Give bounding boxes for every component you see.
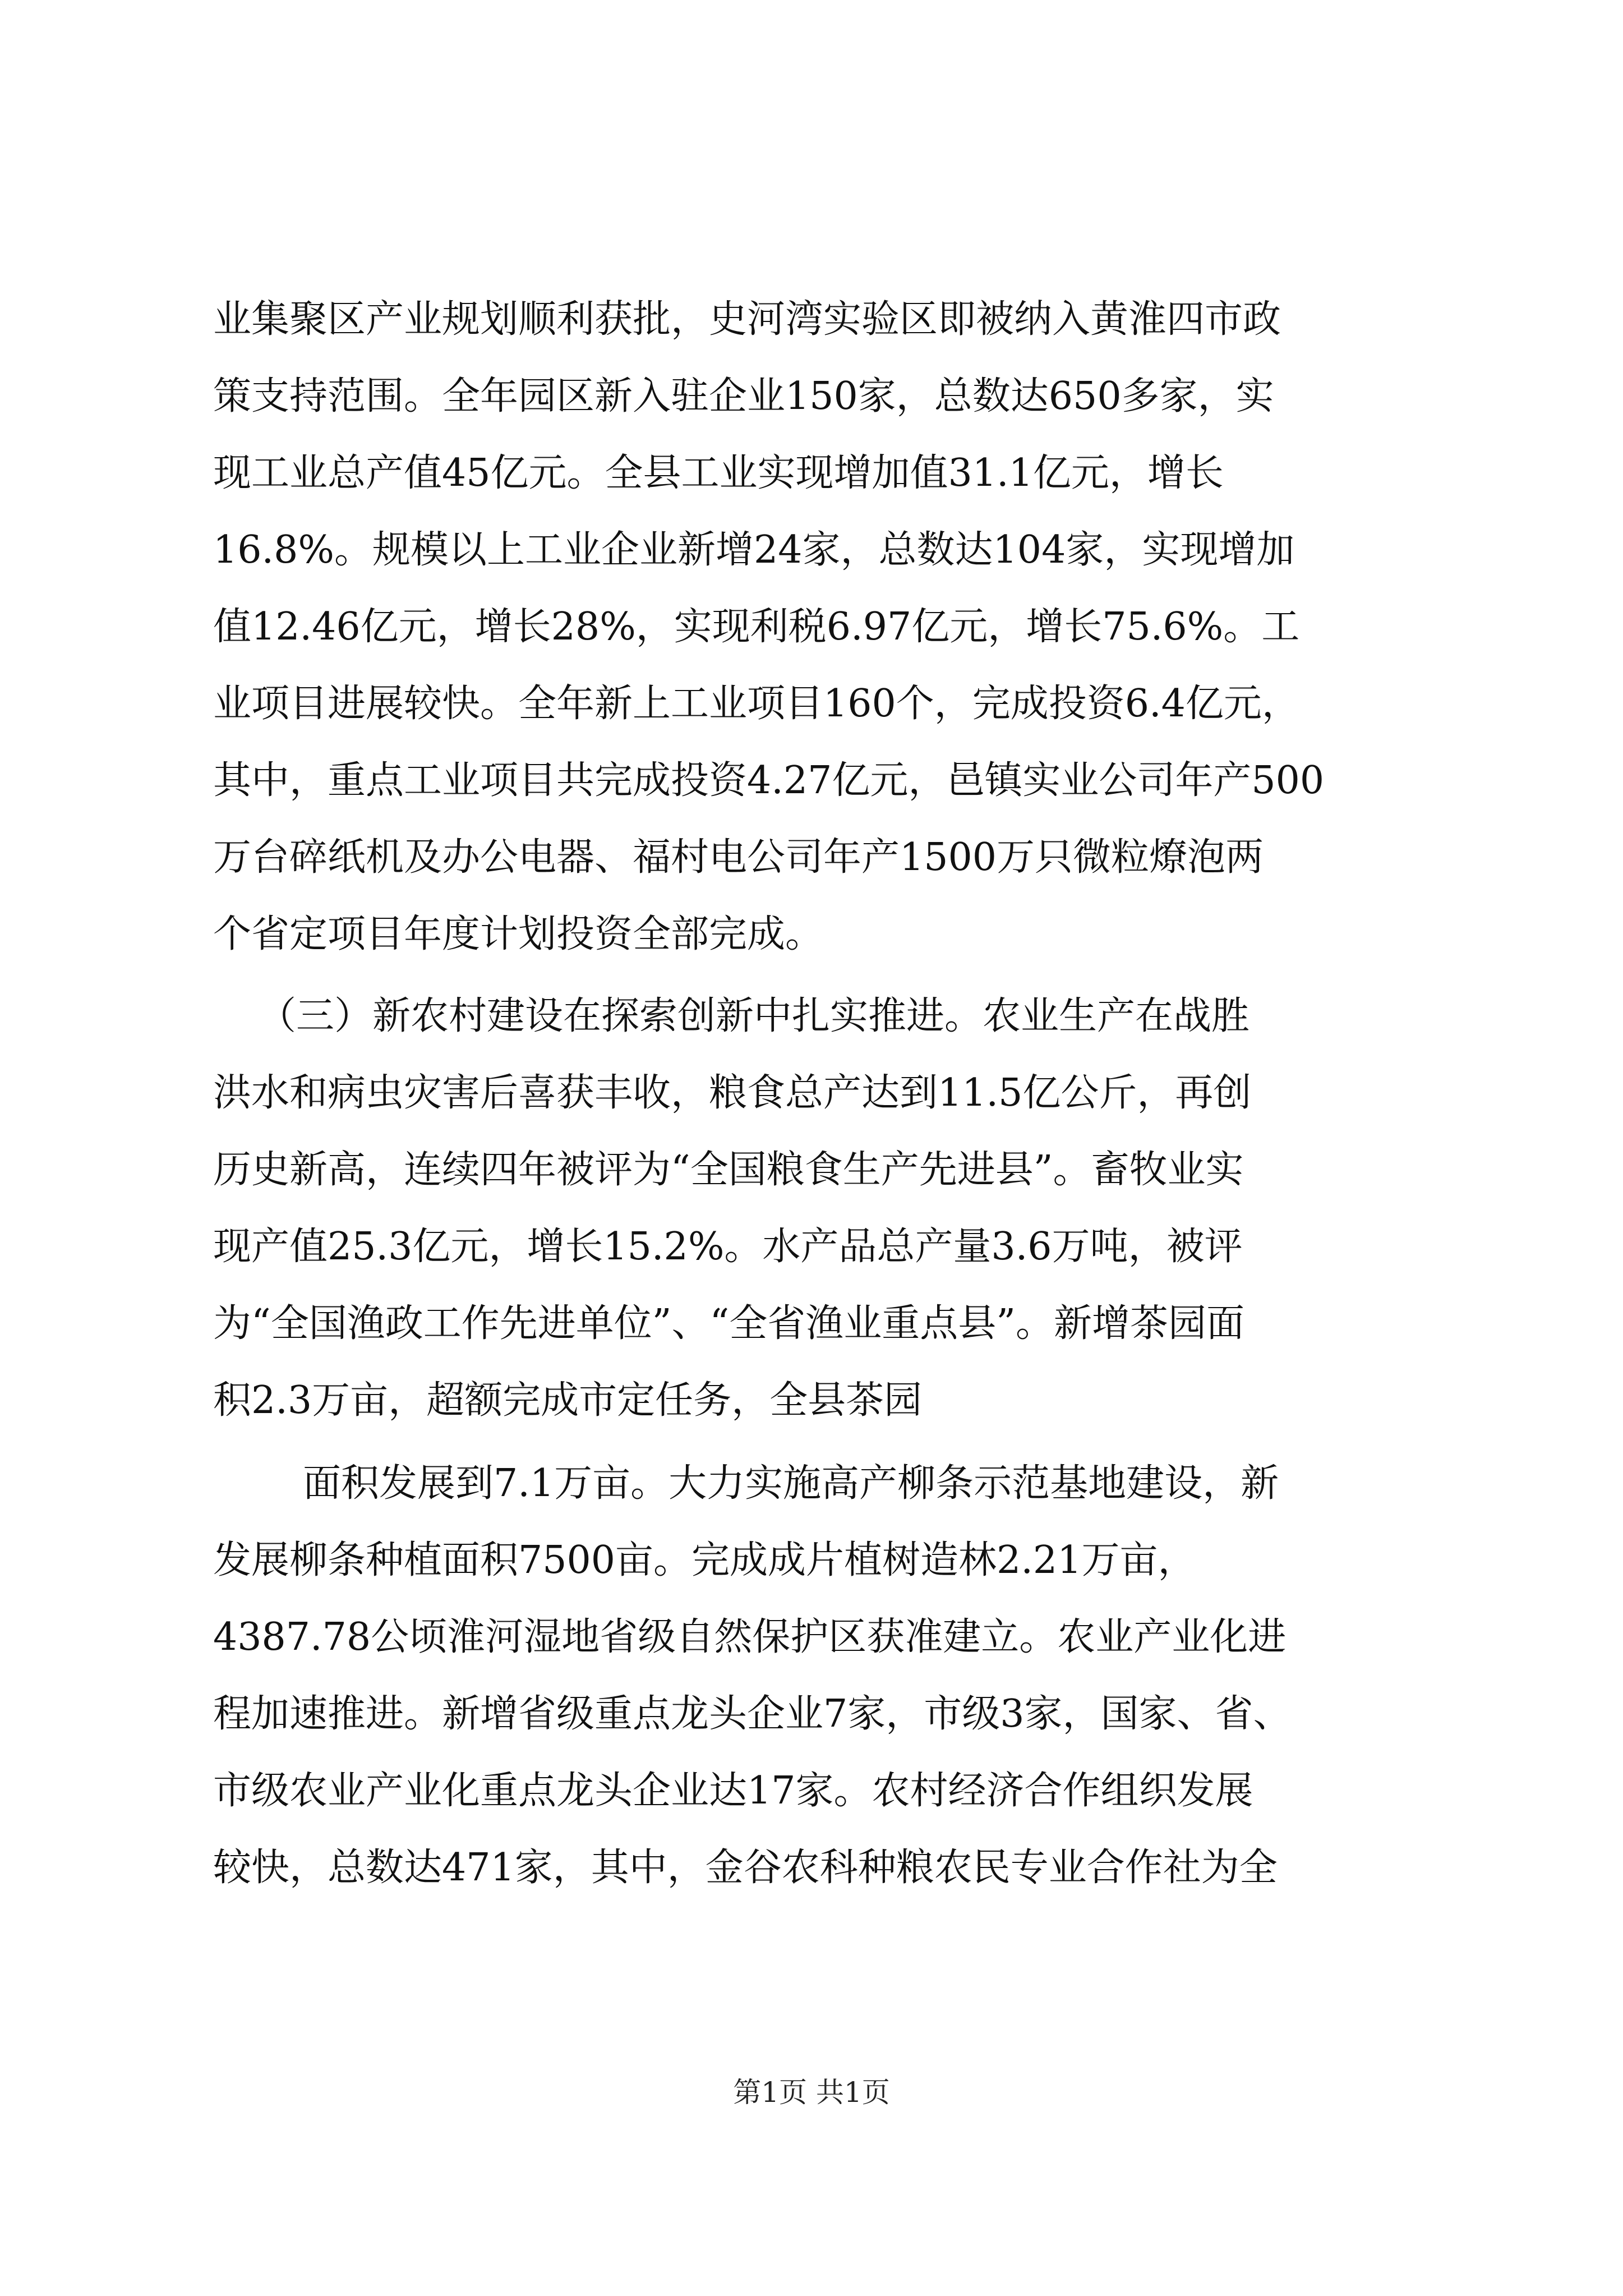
text-line: 16.8%。规模以上工业企业新增24家，总数达104家，实现增加 xyxy=(213,528,1295,572)
text-line: 历史新高，连续四年被评为“全国粮食生产先进县”。畜牧业实 xyxy=(213,1148,1244,1192)
text-line: 市级农业产业化重点龙头企业达17家。农村经济合作组织发展 xyxy=(213,1769,1253,1813)
text-line: 个省定项目年度计划投资全部完成。 xyxy=(213,912,824,956)
text-line: 为“全国渔政工作先进单位”、“全省渔业重点县”。新增茶园面 xyxy=(213,1301,1245,1346)
text-line: 面积发展到7.1万亩。大力实施高产柳条示范基地建设，新 xyxy=(303,1461,1279,1506)
text-line: 较快，总数达471家，其中，金谷农科种粮农民专业合作社为全 xyxy=(213,1846,1278,1890)
text-line: 洪水和病虫灾害后喜获丰收，粮食总产达到11.5亿公斤，再创 xyxy=(213,1071,1252,1115)
text-line: 发展柳条种植面积7500亩。完成成片植树造林2.21万亩， xyxy=(213,1538,1196,1582)
text-line: 4387.78公顷淮河湿地省级自然保护区获准建立。农业产业化进 xyxy=(213,1615,1287,1659)
text-line: 积2.3万亩，超额完成市定任务，全县茶园 xyxy=(213,1378,923,1423)
text-line: 现工业总产值45亿元。全县工业实现增加值31.1亿元，增长 xyxy=(213,451,1224,495)
text-line: 业项目进展较快。全年新上工业项目160个，完成投资6.4亿元， xyxy=(213,682,1300,726)
text-line: 万台碎纸机及办公电器、福村电公司年产1500万只微粒燎泡两 xyxy=(213,835,1264,880)
text-line: 现产值25.3亿元，增长15.2%。水产品总产量3.6万吨，被评 xyxy=(213,1225,1243,1269)
text-line: 值12.46亿元，增长28%，实现利税6.97亿元，增长75.6%。工 xyxy=(213,605,1300,649)
text-line: 其中，重点工业项目共完成投资4.27亿元，邑镇实业公司年产500 xyxy=(213,758,1325,803)
text-line: 业集聚区产业规划顺利获批，史河湾实验区即被纳入黄淮四市政 xyxy=(213,297,1281,342)
page-footer: 第1页 共1页 xyxy=(733,2076,890,2109)
text-line: 程加速推进。新增省级重点龙头企业7家，市级3家，国家、省、 xyxy=(213,1692,1292,1736)
text-line: 策支持范围。全年园区新入驻企业150家，总数达650多家，实 xyxy=(213,374,1274,418)
text-line: （三）新农村建设在探索创新中扎实推进。农业生产在战胜 xyxy=(258,994,1250,1038)
